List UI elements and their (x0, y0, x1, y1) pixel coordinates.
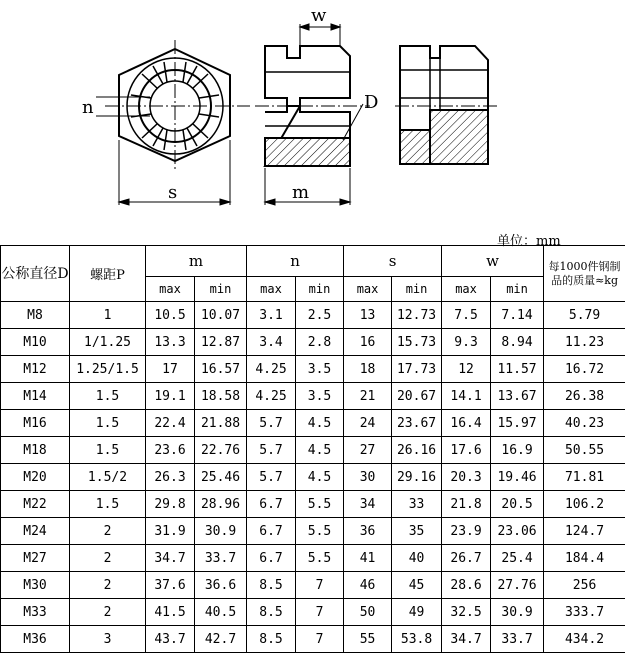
table-cell: 11.23 (544, 329, 625, 356)
table-cell: 17.73 (392, 356, 442, 383)
table-cell: 20.3 (442, 464, 491, 491)
table-cell: 7.5 (442, 302, 491, 329)
table-cell: 34.7 (442, 626, 491, 653)
table-cell: 4.5 (296, 410, 344, 437)
section-view (255, 24, 370, 205)
dim-D-label: D (364, 92, 379, 113)
table-cell: 40.5 (195, 599, 247, 626)
table-cell: 5.5 (296, 545, 344, 572)
table-cell: 7 (296, 599, 344, 626)
header-nominal-diameter: 公称直径D (1, 246, 70, 302)
table-cell: 8.5 (247, 626, 296, 653)
table-cell: 20.67 (392, 383, 442, 410)
table-cell: 8.94 (491, 329, 544, 356)
dim-m-label: m (292, 182, 310, 203)
table-row (1, 626, 625, 653)
table-cell: 35 (392, 518, 442, 545)
table-cell: 5.5 (296, 491, 344, 518)
table-cell: 8.5 (247, 599, 296, 626)
table-cell: 32.5 (442, 599, 491, 626)
table-row (1, 518, 625, 545)
table-cell: 7 (296, 572, 344, 599)
table-row (1, 437, 625, 464)
table-cell: 6.7 (247, 518, 296, 545)
table-cell: 4.25 (247, 356, 296, 383)
table-cell: M10 (1, 329, 70, 356)
unit-label: 单位：mm (497, 234, 561, 249)
table-cell: 27.76 (491, 572, 544, 599)
table-row (1, 545, 625, 572)
table-row (1, 599, 625, 626)
table-cell: 8.5 (247, 572, 296, 599)
table-cell: 13 (344, 302, 392, 329)
table-cell: 22.76 (195, 437, 247, 464)
table-cell: M14 (1, 383, 70, 410)
table-cell: 31.9 (146, 518, 195, 545)
table-cell: 19.1 (146, 383, 195, 410)
table-cell: 49 (392, 599, 442, 626)
table-cell: 7.14 (491, 302, 544, 329)
subheader-max: max (442, 277, 491, 302)
table-cell: 37.6 (146, 572, 195, 599)
table-cell: 3.1 (247, 302, 296, 329)
table-cell: 22.4 (146, 410, 195, 437)
top-view (96, 40, 250, 205)
table-cell: 40.23 (544, 410, 625, 437)
table-cell: 17.6 (442, 437, 491, 464)
table-cell: M24 (1, 518, 70, 545)
table-cell: 21 (344, 383, 392, 410)
table-header-row (1, 246, 625, 277)
table-cell: 13.67 (491, 383, 544, 410)
table-cell: 3 (70, 626, 146, 653)
table-cell: 33 (392, 491, 442, 518)
dim-s-label: s (168, 182, 178, 203)
dim-n-label: n (82, 97, 94, 118)
table-cell: 23.9 (442, 518, 491, 545)
table-cell: 29.8 (146, 491, 195, 518)
table-cell: 40 (392, 545, 442, 572)
table-row (1, 302, 625, 329)
table-cell: 5.79 (544, 302, 625, 329)
table-cell: 26.16 (392, 437, 442, 464)
table-cell: 19.46 (491, 464, 544, 491)
table-cell: 16.4 (442, 410, 491, 437)
header-s: s (344, 246, 442, 277)
table-cell: 18 (344, 356, 392, 383)
table-cell: 12.73 (392, 302, 442, 329)
table-cell: 24 (344, 410, 392, 437)
table-row (1, 383, 625, 410)
table-cell: 12 (442, 356, 491, 383)
nut-technical-drawing (0, 0, 625, 228)
table-cell: M8 (1, 302, 70, 329)
subheader-min: min (195, 277, 247, 302)
table-cell: 6.7 (247, 491, 296, 518)
table-cell: 5.7 (247, 437, 296, 464)
table-cell: 3.4 (247, 329, 296, 356)
header-mass: 每1000件钢制品的质量≈kg (544, 246, 625, 302)
table-cell: 33.7 (491, 626, 544, 653)
table-cell: 4.5 (296, 464, 344, 491)
table-cell: 2 (70, 572, 146, 599)
table-cell: M18 (1, 437, 70, 464)
table-cell: 26.3 (146, 464, 195, 491)
table-row (1, 491, 625, 518)
table-cell: 184.4 (544, 545, 625, 572)
table-cell: 36.6 (195, 572, 247, 599)
header-w: w (442, 246, 544, 277)
table-cell: 1.5 (70, 383, 146, 410)
table-body (1, 302, 625, 653)
table-cell: 26.7 (442, 545, 491, 572)
table-cell: 50 (344, 599, 392, 626)
subheader-max: max (146, 277, 195, 302)
table-cell: 17 (146, 356, 195, 383)
table-cell: 6.7 (247, 545, 296, 572)
table-row (1, 356, 625, 383)
table-cell: M27 (1, 545, 70, 572)
table-row (1, 329, 625, 356)
table-cell: 256 (544, 572, 625, 599)
table-cell: 43.7 (146, 626, 195, 653)
table-cell: 30.9 (195, 518, 247, 545)
table-cell: 124.7 (544, 518, 625, 545)
subheader-max: max (247, 277, 296, 302)
table-row (1, 464, 625, 491)
table-cell: 53.8 (392, 626, 442, 653)
table-cell: 13.3 (146, 329, 195, 356)
table-cell: 14.1 (442, 383, 491, 410)
table-cell: 30.9 (491, 599, 544, 626)
table-cell: 55 (344, 626, 392, 653)
table-cell: 7 (296, 626, 344, 653)
dim-w-label: w (311, 5, 327, 26)
table-cell: 5.7 (247, 464, 296, 491)
table-cell: 10.07 (195, 302, 247, 329)
table-cell: 4.5 (296, 437, 344, 464)
table-cell: 71.81 (544, 464, 625, 491)
side-view (395, 46, 498, 164)
table-cell: 434.2 (544, 626, 625, 653)
table-cell: 26.38 (544, 383, 625, 410)
table-cell: 15.73 (392, 329, 442, 356)
table-cell: 41.5 (146, 599, 195, 626)
table-cell: 28.96 (195, 491, 247, 518)
subheader-min: min (392, 277, 442, 302)
table-row (1, 410, 625, 437)
table-cell: 2.5 (296, 302, 344, 329)
table-cell: 16 (344, 329, 392, 356)
table-cell: 34 (344, 491, 392, 518)
table-cell: 30 (344, 464, 392, 491)
table-cell: 10.5 (146, 302, 195, 329)
table-cell: 29.16 (392, 464, 442, 491)
table-cell: 34.7 (146, 545, 195, 572)
table-cell: 27 (344, 437, 392, 464)
header-pitch: 螺距P (70, 246, 146, 302)
table-cell: 33.7 (195, 545, 247, 572)
table-cell: 23.67 (392, 410, 442, 437)
table-cell: 1 (70, 302, 146, 329)
table-cell: 333.7 (544, 599, 625, 626)
table-cell: 21.8 (442, 491, 491, 518)
table-cell: 1.5/2 (70, 464, 146, 491)
table-cell: 1/1.25 (70, 329, 146, 356)
table-cell: M36 (1, 626, 70, 653)
table-row (1, 572, 625, 599)
table-cell: M30 (1, 572, 70, 599)
table-cell: 15.97 (491, 410, 544, 437)
table-cell: 25.46 (195, 464, 247, 491)
table-cell: 3.5 (296, 356, 344, 383)
table-cell: 36 (344, 518, 392, 545)
table-cell: 45 (392, 572, 442, 599)
table-cell: 41 (344, 545, 392, 572)
table-cell: 1.5 (70, 410, 146, 437)
table-cell: 16.57 (195, 356, 247, 383)
table-cell: 5.5 (296, 518, 344, 545)
table-cell: 18.58 (195, 383, 247, 410)
table-cell: 16.9 (491, 437, 544, 464)
table-cell: M12 (1, 356, 70, 383)
table-cell: 1.25/1.5 (70, 356, 146, 383)
table-cell: 1.5 (70, 491, 146, 518)
table-cell: 16.72 (544, 356, 625, 383)
table-cell: 23.6 (146, 437, 195, 464)
table-cell: 12.87 (195, 329, 247, 356)
table-cell: 42.7 (195, 626, 247, 653)
subheader-min: min (296, 277, 344, 302)
header-m: m (146, 246, 247, 277)
table-cell: 21.88 (195, 410, 247, 437)
table-cell: 28.6 (442, 572, 491, 599)
table-cell: M20 (1, 464, 70, 491)
table-cell: 2 (70, 599, 146, 626)
table-cell: M33 (1, 599, 70, 626)
header-n: n (247, 246, 344, 277)
table-cell: 3.5 (296, 383, 344, 410)
subheader-min: min (491, 277, 544, 302)
table-cell: M22 (1, 491, 70, 518)
table-cell: M16 (1, 410, 70, 437)
table-cell: 106.2 (544, 491, 625, 518)
table-cell: 9.3 (442, 329, 491, 356)
table-cell: 2.8 (296, 329, 344, 356)
table-cell: 4.25 (247, 383, 296, 410)
table-cell: 25.4 (491, 545, 544, 572)
dimension-table (0, 245, 625, 653)
table-cell: 20.5 (491, 491, 544, 518)
table-cell: 2 (70, 518, 146, 545)
table-cell: 50.55 (544, 437, 625, 464)
table-cell: 5.7 (247, 410, 296, 437)
table-cell: 46 (344, 572, 392, 599)
table-cell: 1.5 (70, 437, 146, 464)
subheader-max: max (344, 277, 392, 302)
table-cell: 11.57 (491, 356, 544, 383)
table-cell: 2 (70, 545, 146, 572)
table-cell: 23.06 (491, 518, 544, 545)
